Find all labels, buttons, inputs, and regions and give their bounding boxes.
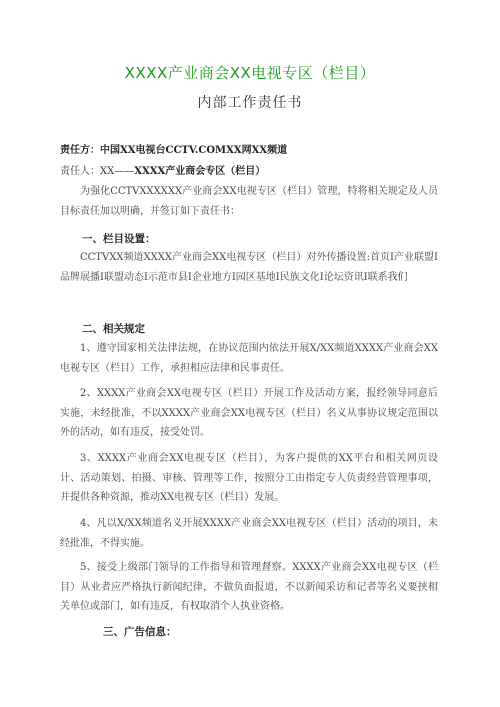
rule-1: 1、遵守国家相关法律法规，在协议范围内依法开展X/XX频道XXXX产业商会XX电视专区（栏目）工作，承担相应法律和民事责任。 [60,343,438,374]
party-b-prefix: 责任人：XX—— [60,166,135,177]
section-2-heading: 二、相关规定 [82,323,145,335]
section-1-text: CCTVXX频道XXXX产业商会XX电视专区（栏目）对外传播设置:首页I产业联盟I品牌展播I联盟动态I示范市县I企业地方I园区基地I民族文化I论坛资讯I联系我们 [60,252,438,283]
rule-5: 5、接受上级部门领导的工作指导和管理督察。XXXX产业商会XX电视专区（栏目）从业者应严格执行新闻纪律，不做负面报道，不以新闻采访和记者等名义要挟相关单位或部门，如有违反，有权取消个人执业资格。 [60,562,438,612]
rule-2: 2、XXXX产业商会XX电视专区（栏目）开展工作及活动方案，报经领导同意后实施，未经批准，不以XXXX产业商会XX电视专区（栏目）名义从事协议规定范围以外的活动，如有违反，接受处罚。 [60,388,438,438]
intro-paragraph: 为强化CCTVXXXXXX产业商会XX电视专区（栏目）管理，特将相关规定及人员目标责任加以明确，并签订如下责任书： [60,186,438,217]
party-a-line: 责任方：中国XX电视台CCTV.COMXX网XX频道 [60,145,288,156]
rule-4: 4、凡以X/XX频道名义开展XXXX产业商会XX电视专区（栏目）活动的项目，未经批准，不得实施。 [60,518,438,549]
rule-3: 3、XXXX产业商会XX电视专区（栏目），为客户提供的XX平台和相关网页设计、活动策划、拍摄、审核、管理等工作，按照分工由指定专人负责经营管理事项，并提供各种资源，推动XX电视专区（栏目）发展。 [60,453,438,503]
section-3-heading: 三、广告信息： [103,626,177,638]
section-1-heading: 一、栏目设置： [82,233,156,245]
document-subtitle: 内部工作责任书 [197,95,303,111]
party-b-line [60,165,265,179]
party-b-name: XXXX产业商会专区（栏目） [134,166,266,177]
document-title: XXXX产业商会XX电视专区（栏目） [124,64,376,82]
